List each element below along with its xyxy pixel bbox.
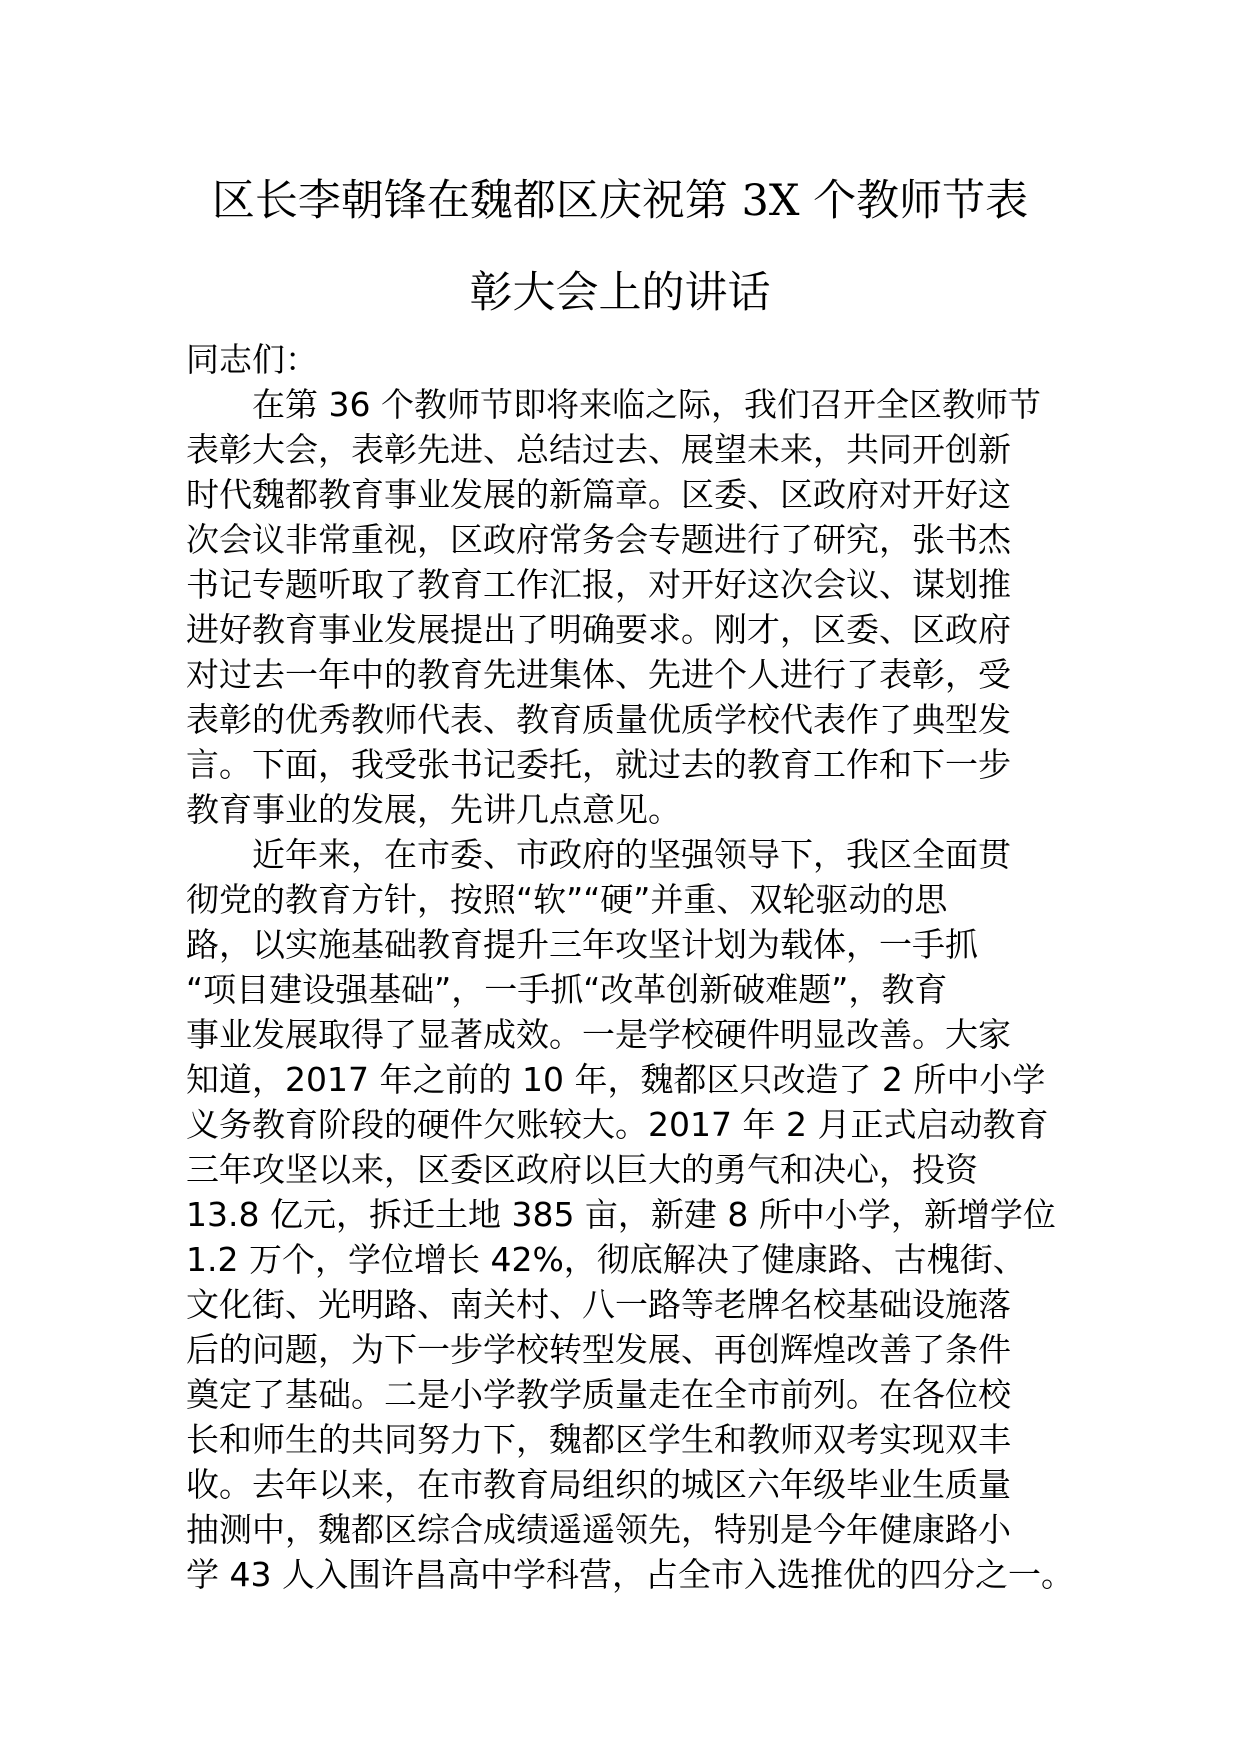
body-line: 学 43 人入围许昌高中学科营，占全市入选推优的四分之一。: [186, 1555, 1074, 1594]
body-line: 近年来，在市委、市政府的坚强领导下，我区全面贯: [252, 835, 1011, 874]
body-line: 长和师生的共同努力下，魏都区学生和教师双考实现双丰: [186, 1420, 1011, 1459]
body-line: 彻党的教育方针，按照“软”“硬”并重、双轮驱动的思: [186, 880, 948, 919]
body-line: 表彰的优秀教师代表、教育质量优质学校代表作了典型发: [186, 700, 1011, 739]
body-line: 进好教育事业发展提出了明确要求。刚才，区委、区政府: [186, 610, 1011, 649]
body-line: 抽测中，魏都区综合成绩遥遥领先，特别是今年健康路小: [186, 1510, 1011, 1549]
body-line: 知道，2017 年之前的 10 年，魏都区只改造了 2 所中小学: [186, 1060, 1046, 1099]
salutation: 同志们：: [186, 340, 318, 379]
body-line: 13.8 亿元，拆迁土地 385 亩，新建 8 所中小学，新增学位: [186, 1195, 1056, 1234]
body-line: 奠定了基础。二是小学教学质量走在全市前列。在各位校: [186, 1375, 1011, 1414]
body-line: 次会议非常重视，区政府常务会专题进行了研究，张书杰: [186, 520, 1011, 559]
body-line: 对过去一年中的教育先进集体、先进个人进行了表彰，受: [186, 655, 1011, 694]
body-line: 教育事业的发展，先讲几点意见。: [186, 790, 681, 829]
body-line: “项目建设强基础”，一手抓“改革创新破难题”，教育: [186, 970, 948, 1009]
body-line: 在第 36 个教师节即将来临之际，我们召开全区教师节: [252, 385, 1041, 424]
body-line: 收。去年以来，在市教育局组织的城区六年级毕业生质量: [186, 1465, 1011, 1504]
body-line: 时代魏都教育事业发展的新篇章。区委、区政府对开好这: [186, 475, 1011, 514]
body-line: 书记专题听取了教育工作汇报，对开好这次会议、谋划推: [186, 565, 1011, 604]
body-line: 路，以实施基础教育提升三年攻坚计划为载体，一手抓: [186, 925, 978, 964]
document-title-line-2: 彰大会上的讲话: [469, 268, 771, 318]
body-line: 言。下面，我受张书记委托，就过去的教育工作和下一步: [186, 745, 1011, 784]
body-line: 三年攻坚以来，区委区政府以巨大的勇气和决心，投资: [186, 1150, 978, 1189]
body-line: 义务教育阶段的硬件欠账较大。2017 年 2 月正式启动教育: [186, 1105, 1049, 1144]
body-line: 后的问题，为下一步学校转型发展、再创辉煌改善了条件: [186, 1330, 1011, 1369]
body-line: 表彰大会，表彰先进、总结过去、展望未来，共同开创新: [186, 430, 1011, 469]
body-line: 文化街、光明路、南关村、八一路等老牌名校基础设施落: [186, 1285, 1011, 1324]
body-line: 1.2 万个，学位增长 42%，彻底解决了健康路、古槐街、: [186, 1240, 1026, 1279]
body-line: 事业发展取得了显著成效。一是学校硬件明显改善。大家: [186, 1015, 1011, 1054]
document-title-line-1: 区长李朝锋在魏都区庆祝第 3X 个教师节表: [211, 176, 1029, 226]
